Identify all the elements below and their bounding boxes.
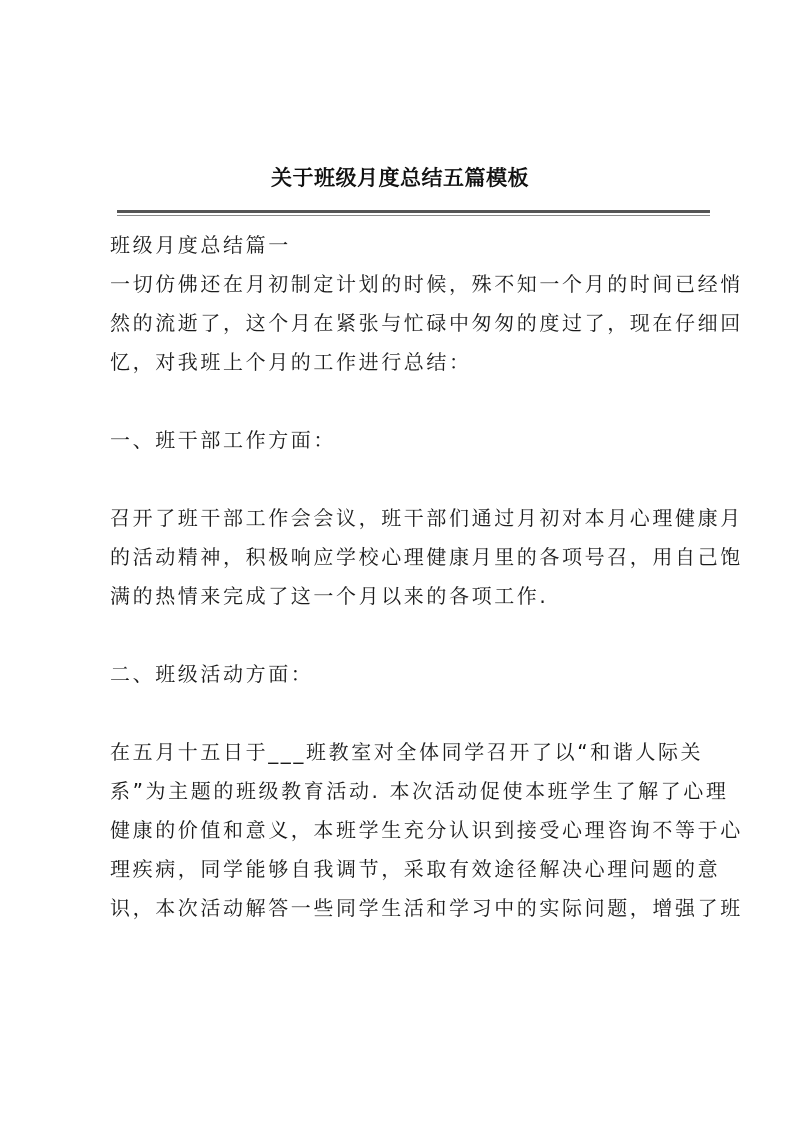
paragraph-line: 在五月十五日于___班教室对全体同学召开了以“和谐人际关 — [110, 740, 704, 764]
title-rule-thick — [117, 210, 710, 213]
paragraph-line: 一切仿佛还在月初制定计划的时候，殊不知一个月的时间已经悄 — [110, 272, 743, 296]
paragraph-line: 然的流逝了，这个月在紧张与忙碌中匆匆的度过了，现在仔细回 — [110, 311, 743, 335]
blank-line — [110, 694, 710, 733]
section-heading: 班级月度总结篇一 — [110, 233, 291, 257]
paragraph-line: 召开了班干部工作会会议，班干部们通过月初对本月心理健康月 — [110, 506, 743, 530]
paragraph-line: 忆，对我班上个月的工作进行总结： — [110, 350, 472, 374]
paragraph-line: 的活动精神，积极响应学校心理健康月里的各项号召，用自己饱 — [110, 545, 743, 569]
subsection-heading: 一、班干部工作方面： — [110, 428, 336, 452]
paragraph-line: 健康的价值和意义，本班学生充分认识到接受心理咨询不等于心 — [110, 818, 743, 842]
document-body — [110, 226, 743, 928]
paragraph-line: 系”为主题的班级教育活动. 本次活动促使本班学生了解了心理 — [110, 779, 729, 803]
paragraph-line: 满的热情来完成了这一个月以来的各项工作. — [110, 584, 549, 608]
paragraph-line: 理疾病，同学能够自我调节，采取有效途径解决心理问题的意 — [110, 857, 721, 881]
blank-line — [110, 616, 710, 655]
subsection-heading: 二、班级活动方面： — [110, 662, 314, 686]
blank-line — [110, 382, 710, 421]
title-rule-thin — [117, 215, 710, 216]
paragraph-line: 识，本次活动解答一些同学生活和学习中的实际问题，增强了班 — [110, 896, 743, 920]
document-title: 关于班级月度总结五篇模板 — [271, 165, 529, 190]
blank-line — [110, 460, 710, 499]
